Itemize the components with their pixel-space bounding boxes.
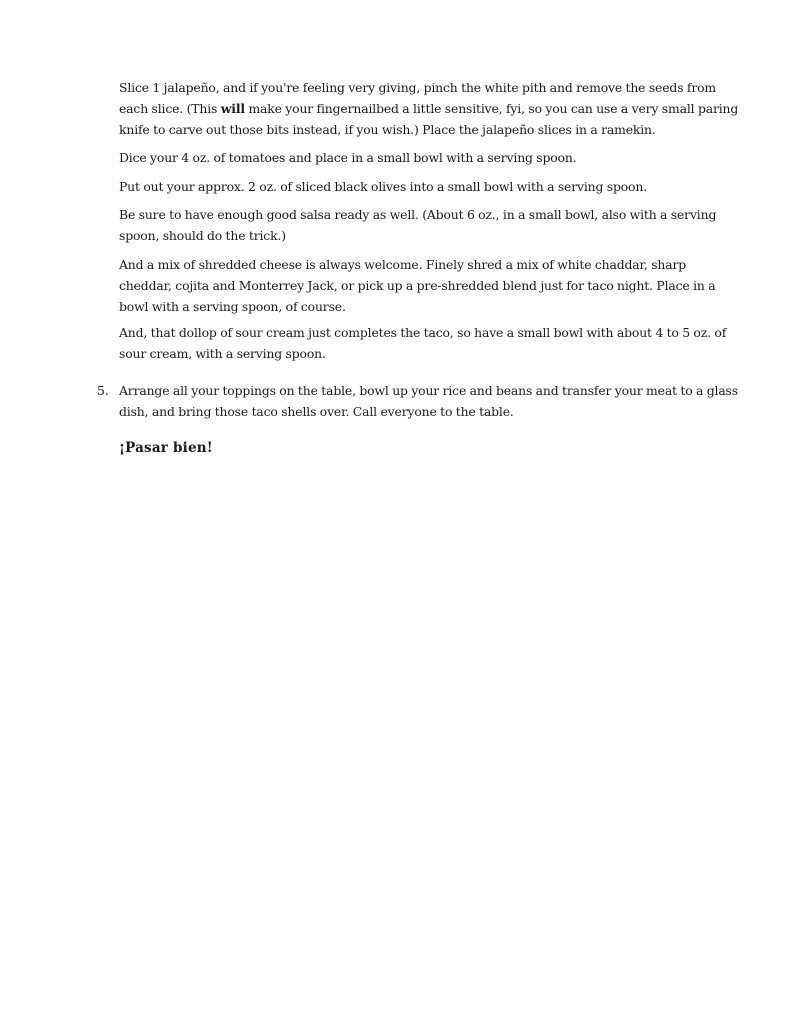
jalapeno-bold-word: will — [220, 101, 245, 116]
jalapeno-paragraph — [119, 77, 739, 140]
step-5-text: Arrange all your toppings on the table, bowl up your rice and beans and transfer your meat to a glass dish, and bring those taco shells over. Call everyone to the table. — [119, 383, 738, 419]
salsa-paragraph: Be sure to have enough good salsa ready as well. (About 6 oz., in a small bowl, also with a serving spoon, should do the trick.) — [119, 207, 717, 243]
jalapeno-text-start: Slice 1 jalapeño, and if you're feeling very giving, pinch the white pith and remove the seeds from each slice. (This — [119, 80, 717, 116]
jalapeno-text-end: make your fingernailbed a little sensitive, fyi, so you can use a very small paring knife to carve out those bits instead, if you wish.) Place the jalapeño slices in a ramekin. — [119, 101, 739, 137]
olives-paragraph: Put out your approx. 2 oz. of sliced black olives into a small bowl with a serving spoon. — [119, 179, 647, 194]
sign-off-heading: ¡Pasar bien! — [119, 440, 213, 456]
step-5-number: 5. — [97, 383, 109, 398]
cheese-paragraph: And a mix of shredded cheese is always welcome. Finely shred a mix of white chaddar, sharp cheddar, cojita and Monterrey Jack, or pick up a pre-shredded blend just for taco night. Place in a bowl with a serving spoon, of course. — [119, 257, 716, 314]
sour-cream-paragraph: And, that dollop of sour cream just completes the taco, so have a small bowl with about 4 to 5 oz. of sour cream, with a serving spoon. — [119, 325, 727, 361]
tomatoes-paragraph: Dice your 4 oz. of tomatoes and place in a small bowl with a serving spoon. — [119, 150, 577, 165]
